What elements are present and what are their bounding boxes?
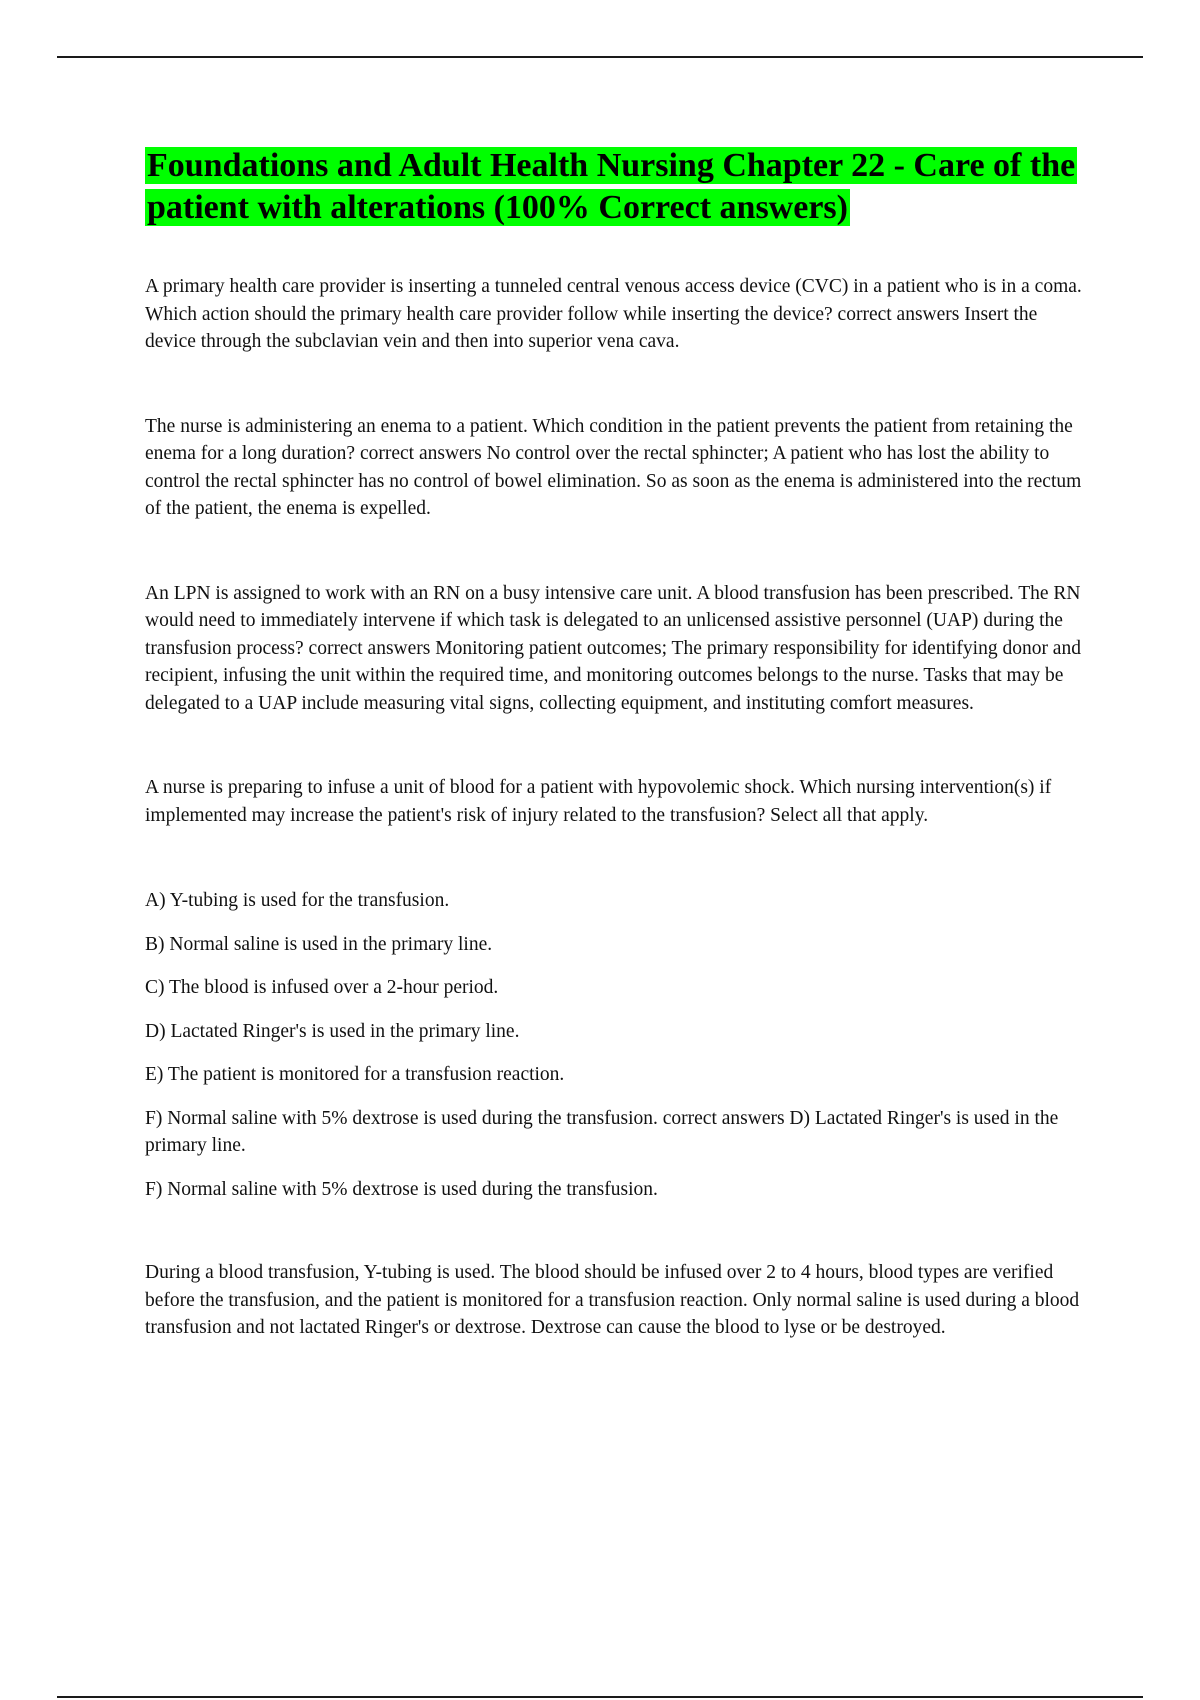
answer-option-f-with-answers: F) Normal saline with 5% dextrose is used during the transfusion. correct answers D) Lactated Ringer's is used in the primary line. — [145, 1107, 1059, 1156]
answer-option-e: E) The patient is monitored for a transfusion reaction. — [145, 1064, 565, 1085]
title-highlight: Foundations and Adult Health Nursing Chapter 22 - Care of the patient with alterations (100% Correct answers) — [147, 147, 1076, 226]
bottom-rule — [57, 1696, 1143, 1698]
answer-option-c: C) The blood is infused over a 2-hour period. — [145, 977, 499, 998]
question-3-paragraph: An LPN is assigned to work with an RN on a busy intensive care unit. A blood transfusion has been prescribed. The RN would need to immediately intervene if which task is delegated to an unlicensed assistive personnel (UAP) during the transfusion process? correct answers Monitoring patient outcomes; The primary responsibility for identifying donor and recipient, infusing the unit within the required time, and monitoring outcomes belongs to the nurse. Tasks that may be delegated to a UAP include measuring vital signs, collecting equipment, and instituting comfort measures. — [145, 582, 1081, 714]
question-4-paragraph: A nurse is preparing to infuse a unit of blood for a patient with hypovolemic shock. Which nursing intervention(s) if implemented may increase the patient's risk of injury related to the transfusion? Select all that apply. — [145, 777, 1052, 826]
answer-option-a: A) Y-tubing is used for the transfusion. — [145, 890, 450, 911]
question-1-paragraph: A primary health care provider is inserting a tunneled central venous access device (CVC) in a patient who is in a coma. Which action should the primary health care provider follow while inserting the device? correct answers Insert the device through the subclavian vein and then into superior vena cava. — [145, 276, 1082, 352]
answer-options-list — [145, 887, 1085, 1203]
answer-option-b: B) Normal saline is used in the primary line. — [145, 933, 493, 955]
answer-option-d: D) Lactated Ringer's is used in the primary line. — [145, 1020, 520, 1042]
answer-option-f: F) Normal saline with 5% dextrose is used during the transfusion. — [145, 1178, 658, 1200]
rationale-paragraph: During a blood transfusion, Y-tubing is used. The blood should be infused over 2 to 4 hours, blood types are verified before the transfusion, and the patient is monitored for a transfusion reaction. Only normal saline is used during a blood transfusion and not lactated Ringer's or dextrose. Dextrose can cause the blood to lyse or be destroyed. — [145, 1262, 1080, 1338]
document-body — [145, 145, 1085, 1342]
document-title — [145, 145, 1085, 229]
question-2-paragraph: The nurse is administering an enema to a patient. Which condition in the patient prevents the patient from retaining the enema for a long duration? correct answers No control over the rectal sphincter; A patient who has lost the ability to control the rectal sphincter has no control of bowel elimination. So as soon as the enema is administered into the rectum of the patient, the enema is expelled. — [145, 415, 1082, 519]
top-rule — [57, 56, 1143, 58]
